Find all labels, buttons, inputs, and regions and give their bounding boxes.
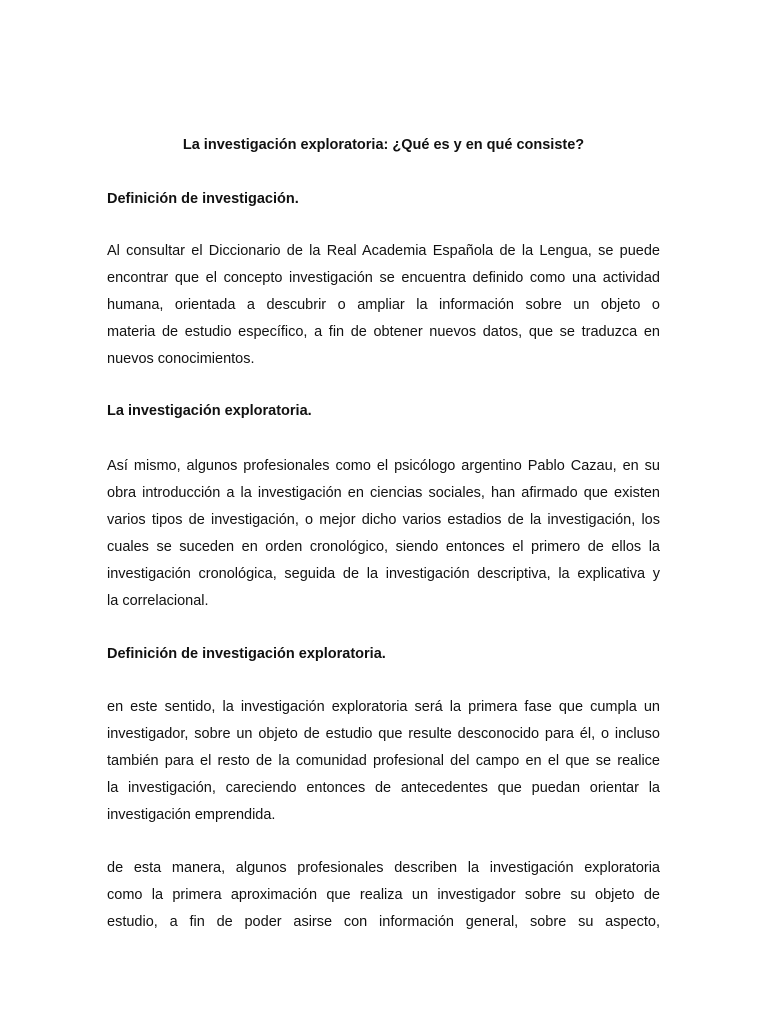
paragraph-exploratoria xyxy=(107,453,660,615)
paragraph-line: obra introducción a la investigación en ciencias sociales, han afirmado que existen xyxy=(107,485,660,501)
paragraph-line: en este sentido, la investigación exploratoria será la primera fase que cumpla un xyxy=(107,699,660,715)
paragraph-line: humana, orientada a descubrir o ampliar la información sobre un objeto o xyxy=(107,297,660,313)
paragraph-line: como la primera aproximación que realiza un investigador sobre su objeto de xyxy=(107,887,660,903)
paragraph-line: también para el resto de la comunidad profesional del campo en el que se realice xyxy=(107,753,660,769)
paragraph-line: la correlacional. xyxy=(107,593,209,609)
paragraph-line: la investigación, careciendo entonces de antecedentes que puedan orientar la xyxy=(107,780,660,796)
paragraph-line: Así mismo, algunos profesionales como el psicólogo argentino Pablo Cazau, en su xyxy=(107,458,660,474)
paragraph-line: investigador, sobre un objeto de estudio que resulte desconocido para él, o incluso xyxy=(107,726,660,742)
paragraph-line: investigación cronológica, seguida de la investigación descriptiva, la explicativa y xyxy=(107,566,660,582)
paragraph-line: encontrar que el concepto investigación se encuentra definido como una actividad xyxy=(107,270,660,286)
section-heading-definicion: Definición de investigación. xyxy=(107,191,299,207)
paragraph-line: estudio, a fin de poder asirse con información general, sobre su aspecto, xyxy=(107,914,660,930)
paragraph-definicion xyxy=(107,238,660,373)
paragraph-line: cuales se suceden en orden cronológico, siendo entonces el primero de ellos la xyxy=(107,539,660,555)
paragraph-line: investigación emprendida. xyxy=(107,807,276,823)
section-heading-exploratoria: La investigación exploratoria. xyxy=(107,403,312,419)
section-heading-definicion-exploratoria: Definición de investigación exploratoria. xyxy=(107,646,386,662)
paragraph-line: de esta manera, algunos profesionales describen la investigación exploratoria xyxy=(107,860,660,876)
paragraph-line: Al consultar el Diccionario de la Real Academia Española de la Lengua, se puede xyxy=(107,243,660,259)
document-title: La investigación exploratoria: ¿Qué es y en qué consiste? xyxy=(182,137,585,153)
paragraph-aproximacion xyxy=(107,855,660,936)
paragraph-fase-exploratoria xyxy=(107,694,660,829)
paragraph-line: materia de estudio específico, a fin de obtener nuevos datos, que se traduzca en xyxy=(107,324,660,340)
paragraph-line: nuevos conocimientos. xyxy=(107,351,255,367)
paragraph-line: varios tipos de investigación, o mejor dicho varios estadios de la investigación, los xyxy=(107,512,660,528)
